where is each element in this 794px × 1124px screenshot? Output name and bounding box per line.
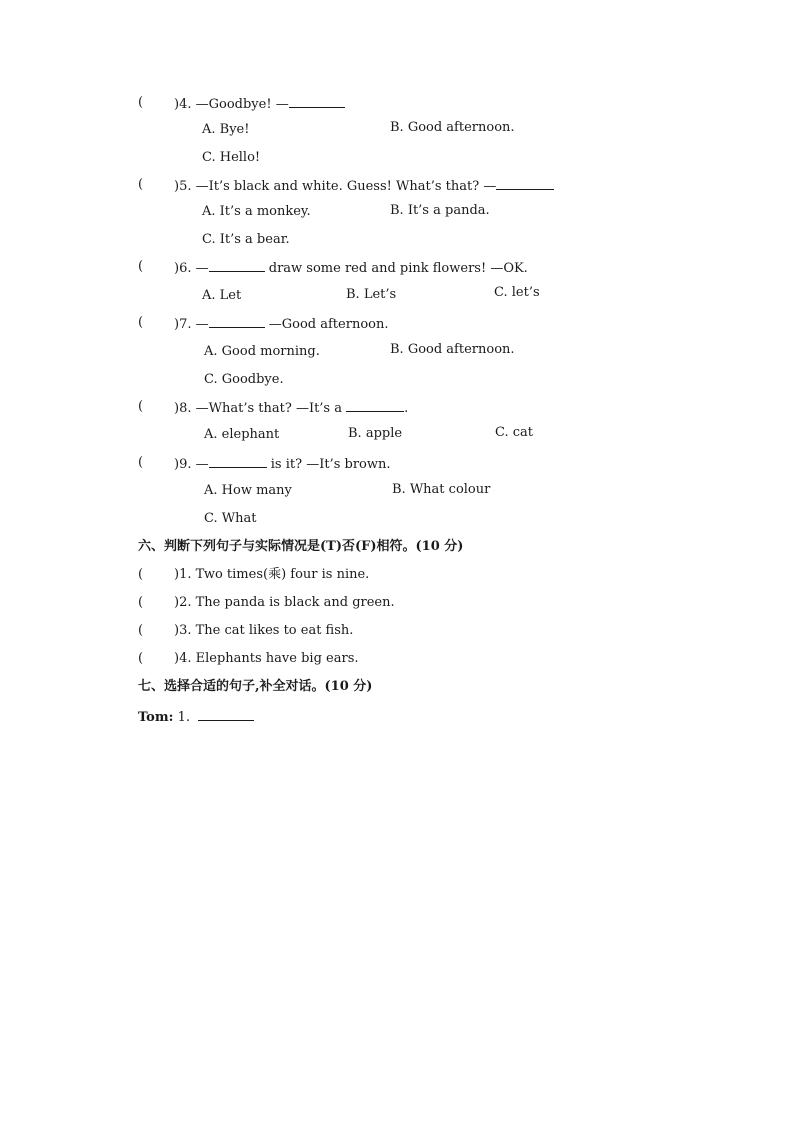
question-7 (174, 315, 388, 333)
question-4 (174, 95, 345, 113)
question-number: )3. (174, 623, 192, 638)
question-stem: —It’s black and white. Guess! What’s that? — (195, 179, 497, 194)
question-8 (174, 399, 408, 417)
question-stem: — (195, 457, 209, 472)
answer-paren: ( (138, 259, 144, 274)
question-stem-after: draw some red and pink flowers! —OK. (264, 261, 528, 276)
answer-paren: ( (138, 399, 144, 414)
question-number: )9. (174, 457, 192, 472)
question-6 (174, 259, 528, 277)
option-a: A. Good morning. (204, 344, 320, 359)
section-6-heading: 六、判断下列句子与实际情况是(T)否(F)相符。(10 分) (138, 539, 464, 554)
answer-paren: ( (138, 595, 144, 610)
option-b: B. What colour (392, 482, 491, 497)
answer-blank[interactable] (209, 455, 267, 468)
question-number: )7. (174, 317, 192, 332)
question-number: )8. (174, 401, 192, 416)
tf-item-3 (174, 623, 353, 639)
option-a: A. Let (202, 288, 242, 303)
answer-paren: ( (138, 95, 144, 110)
option-a: A. How many (204, 483, 292, 498)
option-c: C. Hello! (202, 150, 261, 165)
question-stem: —What’s that? —It’s a (195, 401, 347, 416)
answer-paren: ( (138, 623, 144, 638)
tf-item-1 (174, 567, 369, 583)
line-number: 1. (177, 710, 190, 725)
option-a: A. elephant (204, 427, 280, 442)
question-stem-after: is it? —It’s brown. (266, 457, 391, 472)
answer-blank[interactable] (346, 399, 404, 412)
answer-paren: ( (138, 455, 144, 470)
answer-blank[interactable] (209, 315, 265, 328)
option-b: B. It’s a panda. (390, 203, 490, 218)
question-number: )1. (174, 567, 192, 582)
answer-paren: ( (138, 567, 144, 582)
question-number: )5. (174, 179, 192, 194)
option-a: A. It’s a monkey. (202, 204, 311, 219)
question-stem-after: . (404, 401, 409, 416)
tf-item-4 (174, 651, 359, 667)
option-c: C. It’s a bear. (202, 232, 290, 247)
answer-paren: ( (138, 651, 144, 666)
tf-item-2 (174, 595, 395, 611)
option-b: B. Let’s (346, 287, 397, 302)
answer-blank[interactable] (209, 259, 265, 272)
option-a: A. Bye! (202, 122, 250, 137)
question-stem: — (195, 317, 209, 332)
question-9 (174, 455, 391, 473)
question-number: )6. (174, 261, 192, 276)
speaker-name: Tom: (138, 710, 174, 725)
option-c: C. Goodbye. (204, 372, 284, 387)
question-number: )2. (174, 595, 192, 610)
question-stem: — (195, 261, 209, 276)
question-number: )4. (174, 651, 192, 666)
statement-text: The panda is black and green. (195, 595, 395, 610)
question-stem-after: —Good afternoon. (264, 317, 389, 332)
option-b: B. Good afternoon. (390, 120, 515, 135)
answer-paren: ( (138, 177, 144, 192)
question-stem: —Goodbye! — (195, 97, 289, 112)
option-b: B. Good afternoon. (390, 342, 515, 357)
statement-text: Elephants have big ears. (195, 651, 359, 666)
option-c: C. What (204, 511, 257, 526)
option-c: C. cat (495, 425, 534, 440)
answer-blank[interactable] (198, 708, 254, 721)
answer-paren: ( (138, 315, 144, 330)
question-number: )4. (174, 97, 192, 112)
question-5 (174, 177, 554, 195)
statement-text: Two times(乘) four is nine. (195, 567, 370, 582)
answer-blank[interactable] (289, 95, 345, 108)
answer-blank[interactable] (496, 177, 554, 190)
section-7-heading: 七、选择合适的句子,补全对话。(10 分) (138, 679, 373, 694)
option-b: B. apple (348, 426, 403, 441)
option-c: C. let’s (494, 285, 540, 300)
dialogue-line-1 (138, 708, 254, 726)
statement-text: The cat likes to eat fish. (195, 623, 354, 638)
